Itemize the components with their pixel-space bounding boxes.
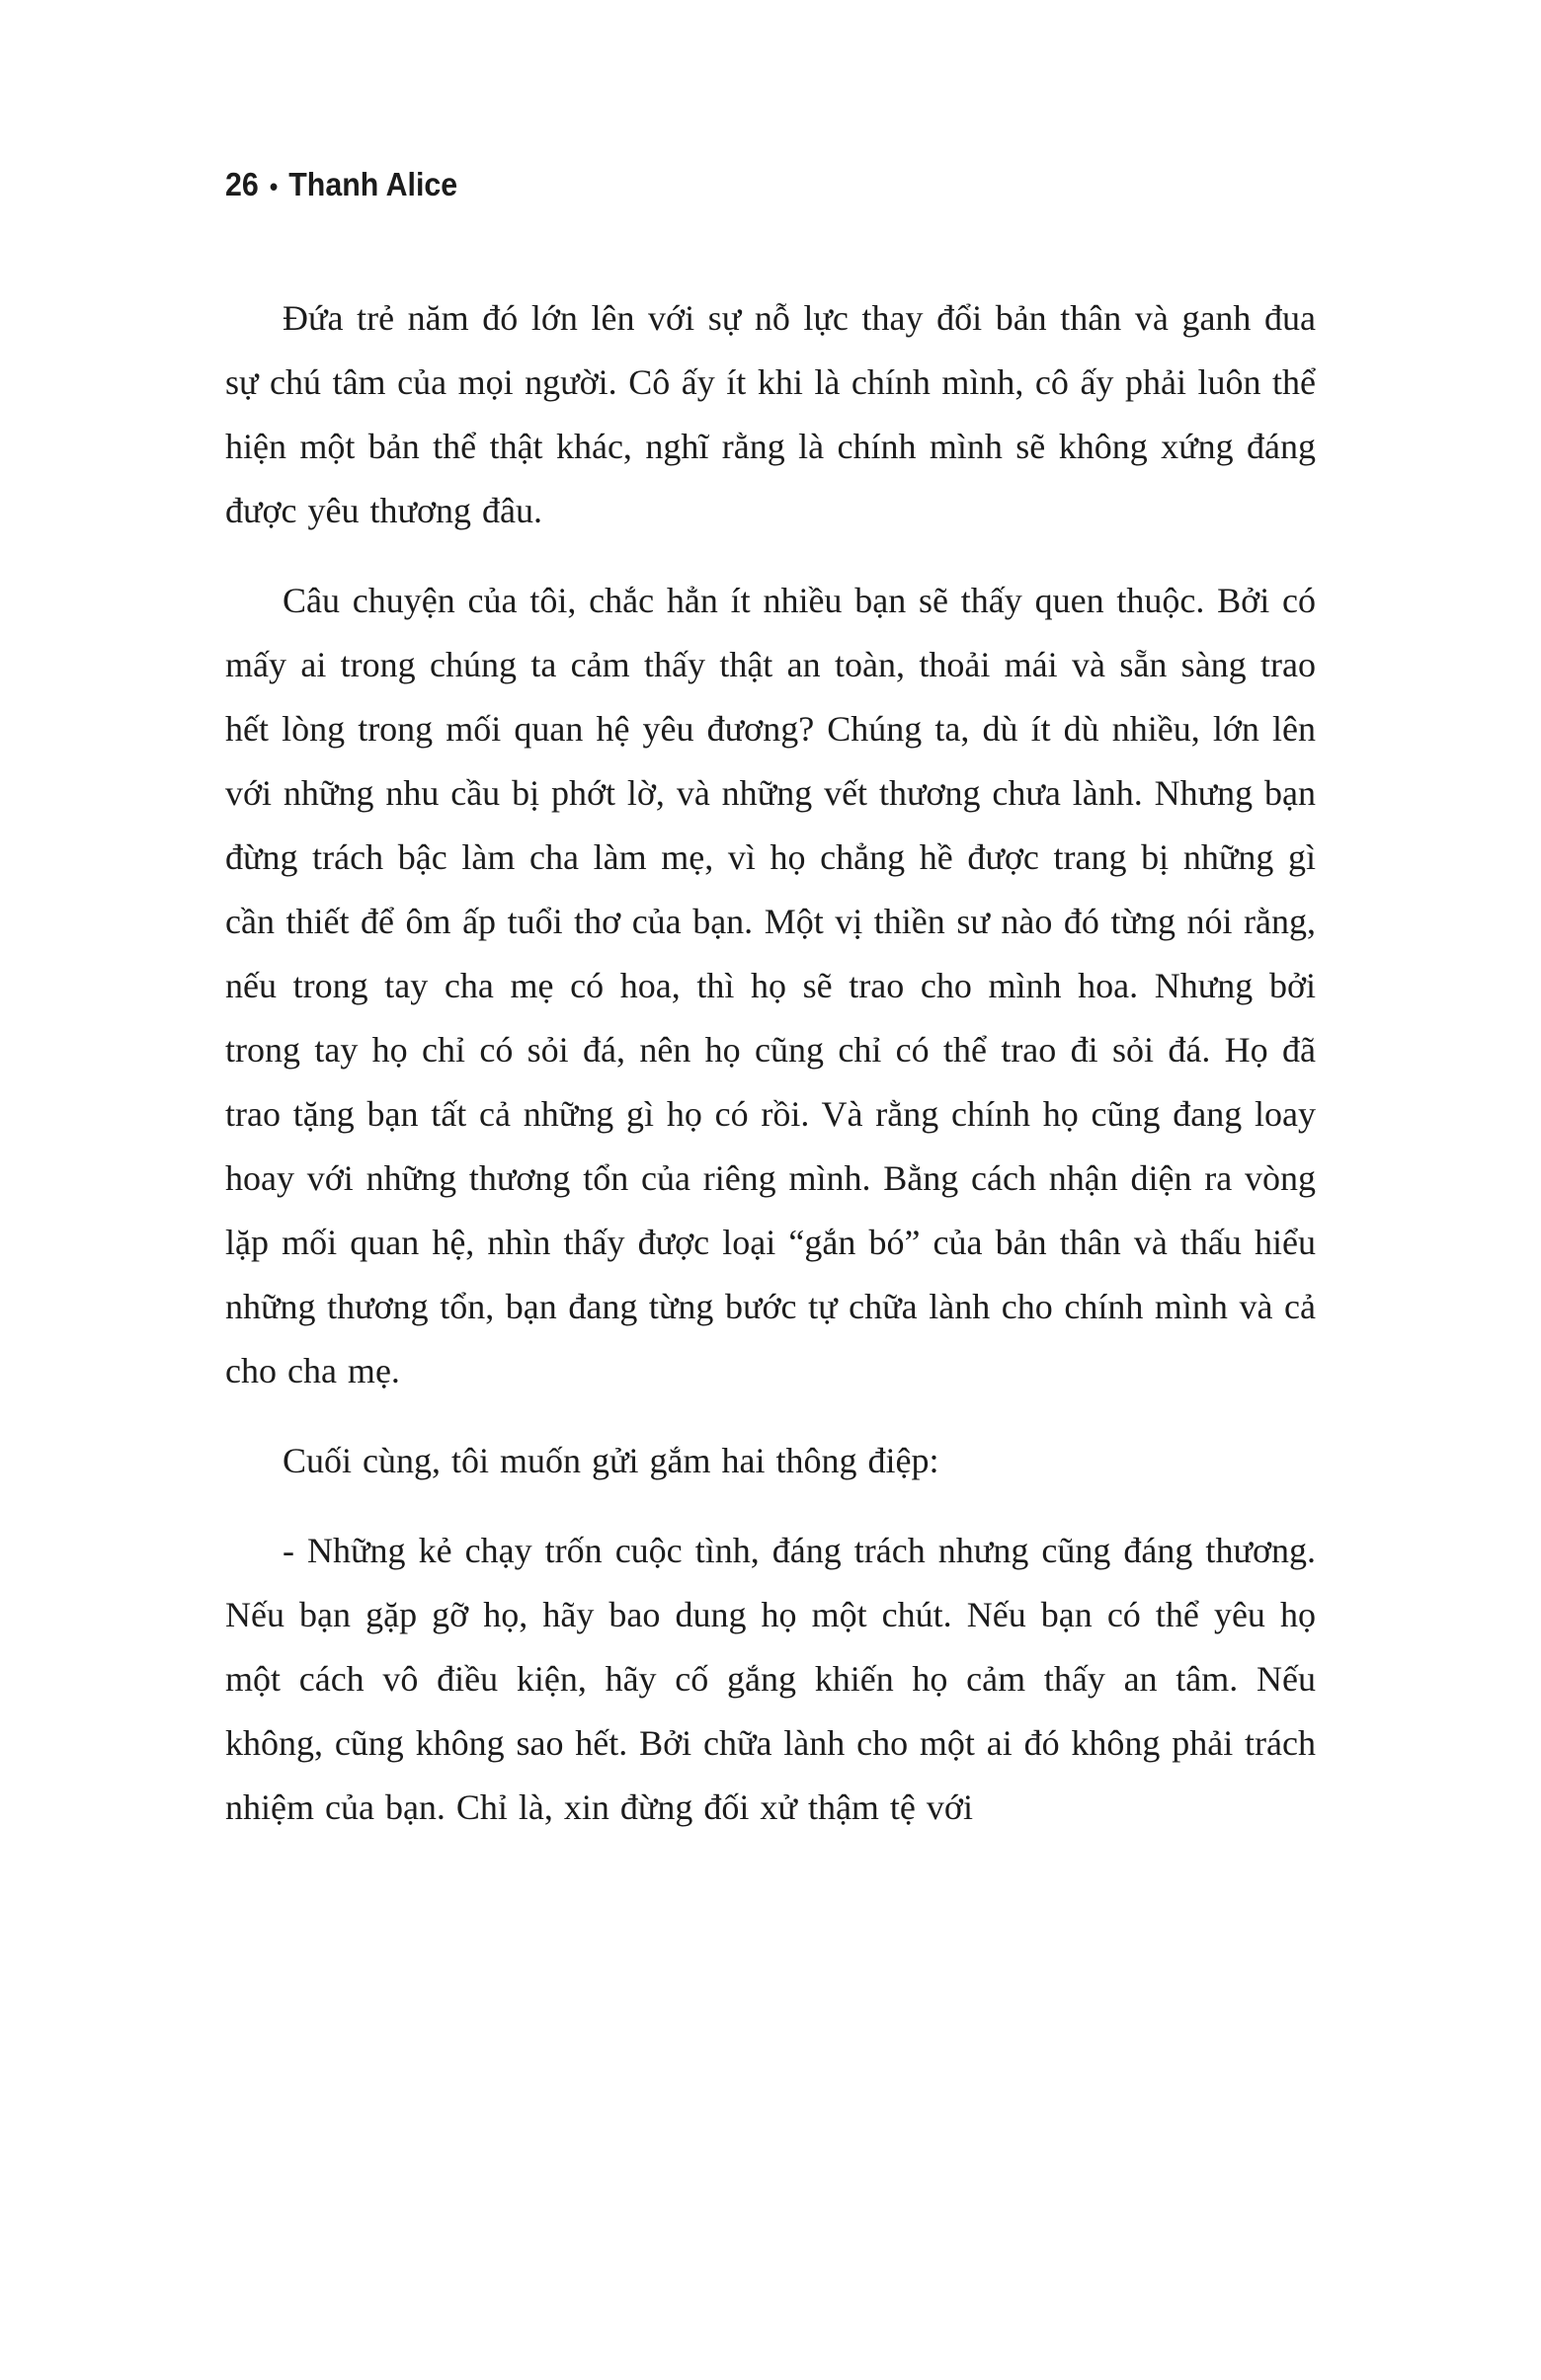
page-number: 26 bbox=[225, 166, 259, 202]
paragraph-3: Cuối cùng, tôi muốn gửi gắm hai thông điệp: bbox=[283, 1441, 939, 1480]
running-title: Thanh Alice bbox=[288, 166, 458, 202]
running-header bbox=[225, 166, 457, 203]
paragraph-1: Đứa trẻ năm đó lớn lên với sự nỗ lực thay đổi bản thân và ganh đua sự chú tâm của mọi người. Cô ấy ít khi là chính mình, cô ấy phải luôn thể hiện một bản thể thật khác, nghĩ rằng là chính mình sẽ không xứng đáng được yêu thương đâu. bbox=[225, 298, 1316, 530]
body-text-block bbox=[225, 286, 1316, 1865]
paragraph-4: - Những kẻ chạy trốn cuộc tình, đáng trách nhưng cũng đáng thương. Nếu bạn gặp gỡ họ, hãy bao dung họ một chút. Nếu bạn có thể yêu họ một cách vô điều kiện, hãy cố gắng khiến họ cảm thấy an tâm. Nếu không, cũng không sao hết. Bởi chữa lành cho một ai đó không phải trách nhiệm của bạn. Chỉ là, xin đừng đối xử thậm tệ với bbox=[225, 1531, 1316, 1827]
paragraph-2: Câu chuyện của tôi, chắc hẳn ít nhiều bạn sẽ thấy quen thuộc. Bởi có mấy ai trong chúng ta cảm thấy thật an toàn, thoải mái và sẵn sàng trao hết lòng trong mối quan hệ yêu đương? Chúng ta, dù ít dù nhiều, lớn lên với những nhu cầu bị phớt lờ, và những vết thương chưa lành. Nhưng bạn đừng trách bậc làm cha làm mẹ, vì họ chẳng hề được trang bị những gì cần thiết để ôm ấp tuổi thơ của bạn. Một vị thiền sư nào đó từng nói rằng, nếu trong tay cha mẹ có hoa, thì họ sẽ trao cho mình hoa. Nhưng bởi trong tay họ chỉ có sỏi đá, nên họ cũng chỉ có thể trao đi sỏi đá. Họ đã trao tặng bạn tất cả những gì họ có rồi. Và rằng chính họ cũng đang loay hoay với những thương tổn của riêng mình. Bằng cách nhận diện ra vòng lặp mối quan hệ, nhìn thấy được loại “gắn bó” của bản thân và thấu hiểu những thương tổn, bạn đang từng bước tự chữa lành cho chính mình và cả cho cha mẹ. bbox=[225, 581, 1316, 1390]
header-bullet-separator: • bbox=[269, 172, 279, 201]
